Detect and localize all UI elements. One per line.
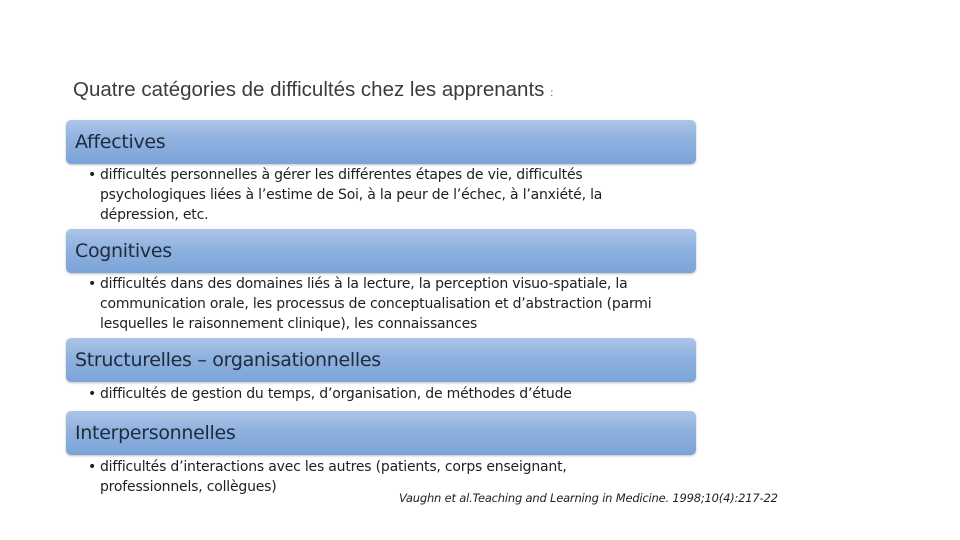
bullet-text: difficultés personnelles à gérer les différentes étapes de vie, difficultés psychologiques liées à l’estime de Soi, à la peur de l’échec, à l’anxiété, la dépression, etc. [100,167,603,223]
category-heading: Interpersonnelles [75,422,236,444]
slide-title [73,78,553,102]
bullet-dot-icon: • [88,276,97,292]
category-bullets-structurelles [88,384,668,404]
category-heading: Structurelles – organisationnelles [75,349,381,371]
bullet-item [88,274,668,334]
slide-title-suffix: : [550,88,554,99]
category-heading: Affectives [75,131,166,153]
bullet-dot-icon: • [88,167,97,183]
category-bar-affectives [66,120,696,164]
bullet-item [88,384,668,404]
category-bar-cognitives [66,229,696,273]
bullet-text: difficultés dans des domaines liés à la lecture, la perception visuo-spatiale, la communication orale, les processus de conceptualisation et d’abstraction (parmi lesquelles le raisonnement clinique), les connaissances [100,276,652,332]
category-bar-interpersonnelles [66,411,696,455]
citation: Vaughn et al.Teaching and Learning in Medicine. 1998;10(4):217-22 [399,491,778,505]
category-bullets-affectives [88,165,668,225]
bullet-dot-icon: • [88,386,97,402]
bullet-text: difficultés d’interactions avec les autres (patients, corps enseignant, professionnels, collègues) [100,459,567,495]
bullet-item [88,165,668,225]
category-heading: Cognitives [75,240,172,262]
bullet-text: difficultés de gestion du temps, d’organisation, de méthodes d’étude [100,386,572,402]
category-bar-structurelles [66,338,696,382]
bullet-dot-icon: • [88,459,97,475]
category-bullets-cognitives [88,274,668,334]
slide-title-text: Quatre catégories de difficultés chez les apprenants [73,78,545,101]
